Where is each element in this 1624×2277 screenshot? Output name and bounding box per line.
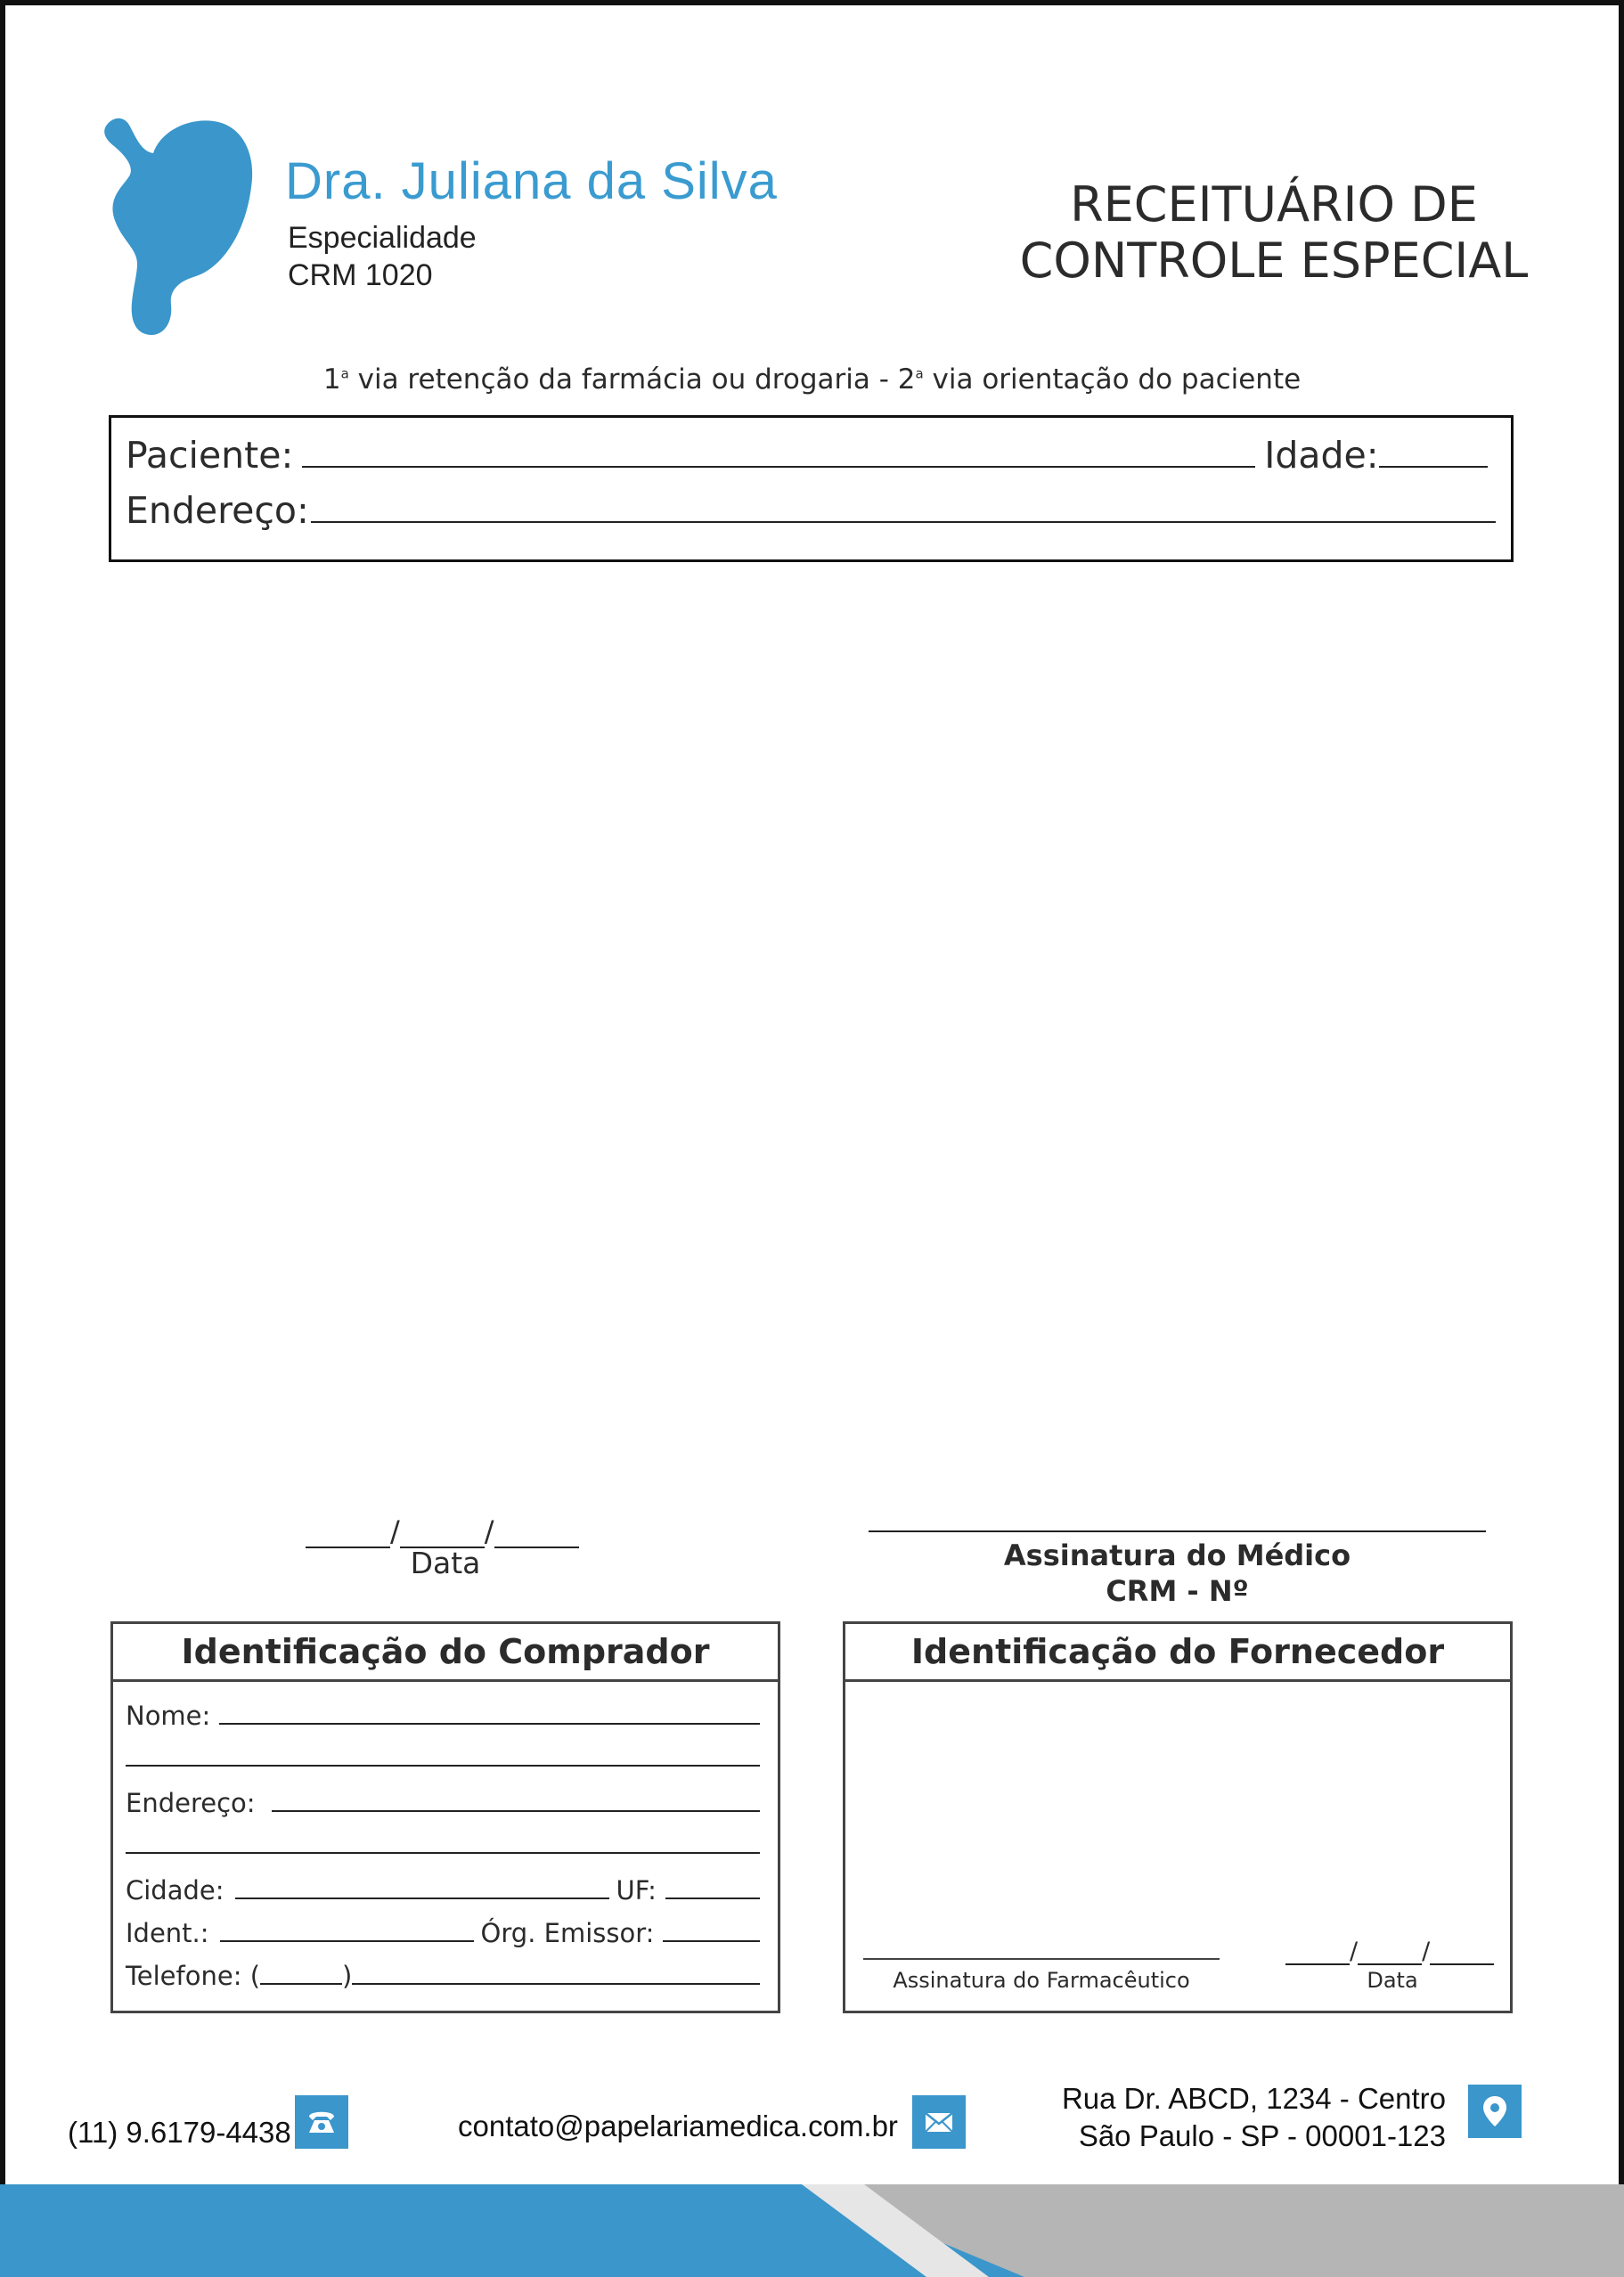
phone-icon bbox=[295, 2095, 348, 2149]
buyer-title: Identificação do Comprador bbox=[113, 1624, 778, 1682]
footer-address-line-2: São Paulo - SP - 00001-123 bbox=[1078, 2119, 1446, 2152]
date-label: Data bbox=[410, 1546, 481, 1580]
patient-field[interactable] bbox=[302, 439, 1255, 468]
buyer-org-field[interactable] bbox=[663, 1919, 760, 1942]
date-separator: / bbox=[390, 1514, 400, 1548]
buyer-org-label: Órg. Emissor: bbox=[480, 1918, 655, 1948]
via-first-number: 1 bbox=[322, 363, 341, 396]
address-label: Endereço: bbox=[126, 489, 309, 532]
doctor-signature-block bbox=[869, 1538, 1486, 1609]
stomach-logo bbox=[98, 116, 258, 339]
address-field[interactable] bbox=[311, 494, 1496, 523]
patient-label: Paciente: bbox=[126, 434, 294, 477]
supplier-title: Identificação do Fornecedor bbox=[845, 1624, 1510, 1682]
doctor-signature-line[interactable] bbox=[869, 1530, 1486, 1532]
buyer-phone-field[interactable] bbox=[352, 1962, 760, 1985]
buyer-name-label: Nome: bbox=[126, 1701, 211, 1731]
buyer-phone-label: Telefone: ( bbox=[126, 1961, 261, 1991]
buyer-address-row bbox=[126, 1788, 760, 1818]
buyer-phone-row bbox=[126, 1961, 760, 1991]
doctor-crm-label: CRM - Nº bbox=[1106, 1574, 1249, 1608]
buyer-ident-field[interactable] bbox=[220, 1919, 474, 1942]
patient-box bbox=[109, 415, 1514, 562]
footer-address-line-1: Rua Dr. ABCD, 1234 - Centro bbox=[1061, 2082, 1446, 2115]
via-second-ordinal: a bbox=[915, 365, 924, 382]
supplier-date-label: Data bbox=[1367, 1968, 1418, 1993]
buyer-ident-row bbox=[126, 1918, 760, 1948]
buyer-phone-close: ) bbox=[342, 1961, 353, 1991]
buyer-ident-label: Ident.: bbox=[126, 1918, 209, 1948]
pharmacist-signature-label: Assinatura do Farmacêutico bbox=[893, 1968, 1190, 1993]
supplier-date-year[interactable] bbox=[1430, 1944, 1494, 1965]
buyer-name-row-2 bbox=[126, 1743, 760, 1767]
via-first-ordinal: a bbox=[340, 365, 349, 382]
envelope-icon bbox=[912, 2095, 966, 2149]
date-month-line[interactable] bbox=[400, 1522, 485, 1548]
address-row bbox=[126, 489, 1505, 532]
doctor-crm: CRM 1020 bbox=[288, 258, 433, 292]
doctor-signature-label: Assinatura do Médico bbox=[1003, 1538, 1351, 1572]
footer-band bbox=[0, 2184, 1624, 2277]
buyer-city-field[interactable] bbox=[235, 1876, 609, 1899]
phone-icon-glyph bbox=[295, 2095, 348, 2149]
supplier-date-day[interactable] bbox=[1285, 1944, 1350, 1965]
via-instructions bbox=[0, 363, 1624, 396]
buyer-uf-field[interactable] bbox=[665, 1876, 760, 1899]
via-first-text: via retenção da farmácia ou drogaria - 2 bbox=[348, 363, 916, 396]
footer-phone: (11) 9.6179-4438 bbox=[68, 2116, 291, 2149]
document-title bbox=[980, 176, 1568, 289]
title-line-1: RECEITUÁRIO DE bbox=[1070, 176, 1478, 233]
age-field[interactable] bbox=[1379, 439, 1488, 468]
buyer-city-label: Cidade: bbox=[126, 1875, 224, 1906]
supplier-date-month[interactable] bbox=[1358, 1944, 1422, 1965]
age-label: Idade: bbox=[1264, 434, 1379, 477]
date-separator: / bbox=[484, 1514, 494, 1548]
buyer-box bbox=[110, 1621, 780, 2013]
map-pin-icon-glyph bbox=[1468, 2085, 1522, 2138]
buyer-name-field[interactable] bbox=[219, 1702, 760, 1725]
buyer-address-field[interactable] bbox=[272, 1789, 760, 1812]
doctor-specialty: Especialidade bbox=[288, 221, 477, 255]
buyer-address-label: Endereço: bbox=[126, 1788, 256, 1818]
title-line-2: CONTROLE ESPECIAL bbox=[1019, 233, 1529, 289]
date-day-line[interactable] bbox=[306, 1522, 390, 1548]
envelope-icon-glyph bbox=[912, 2095, 966, 2149]
buyer-name-row bbox=[126, 1701, 760, 1731]
date-field[interactable] bbox=[306, 1514, 579, 1548]
via-second-text: via orientação do paciente bbox=[923, 363, 1302, 396]
supplier-date-field[interactable] bbox=[1285, 1938, 1494, 1965]
buyer-uf-label: UF: bbox=[616, 1875, 657, 1906]
footer-email: contato@papelariamedica.com.br bbox=[458, 2110, 898, 2142]
buyer-city-row bbox=[126, 1875, 760, 1906]
date-year-line[interactable] bbox=[494, 1522, 579, 1548]
buyer-address-field-2[interactable] bbox=[126, 1831, 760, 1854]
supplier-box bbox=[843, 1621, 1513, 2013]
patient-row bbox=[126, 434, 1500, 477]
map-pin-icon bbox=[1468, 2085, 1522, 2138]
pharmacist-signature-line[interactable] bbox=[863, 1958, 1220, 1960]
buyer-name-field-2[interactable] bbox=[126, 1743, 760, 1767]
date-separator: / bbox=[1422, 1938, 1431, 1965]
footer-address bbox=[980, 2080, 1446, 2155]
doctor-name: Dra. Juliana da Silva bbox=[285, 152, 778, 210]
buyer-phone-area-field[interactable] bbox=[260, 1962, 342, 1985]
buyer-address-row-2 bbox=[126, 1831, 760, 1854]
date-separator: / bbox=[1350, 1938, 1359, 1965]
